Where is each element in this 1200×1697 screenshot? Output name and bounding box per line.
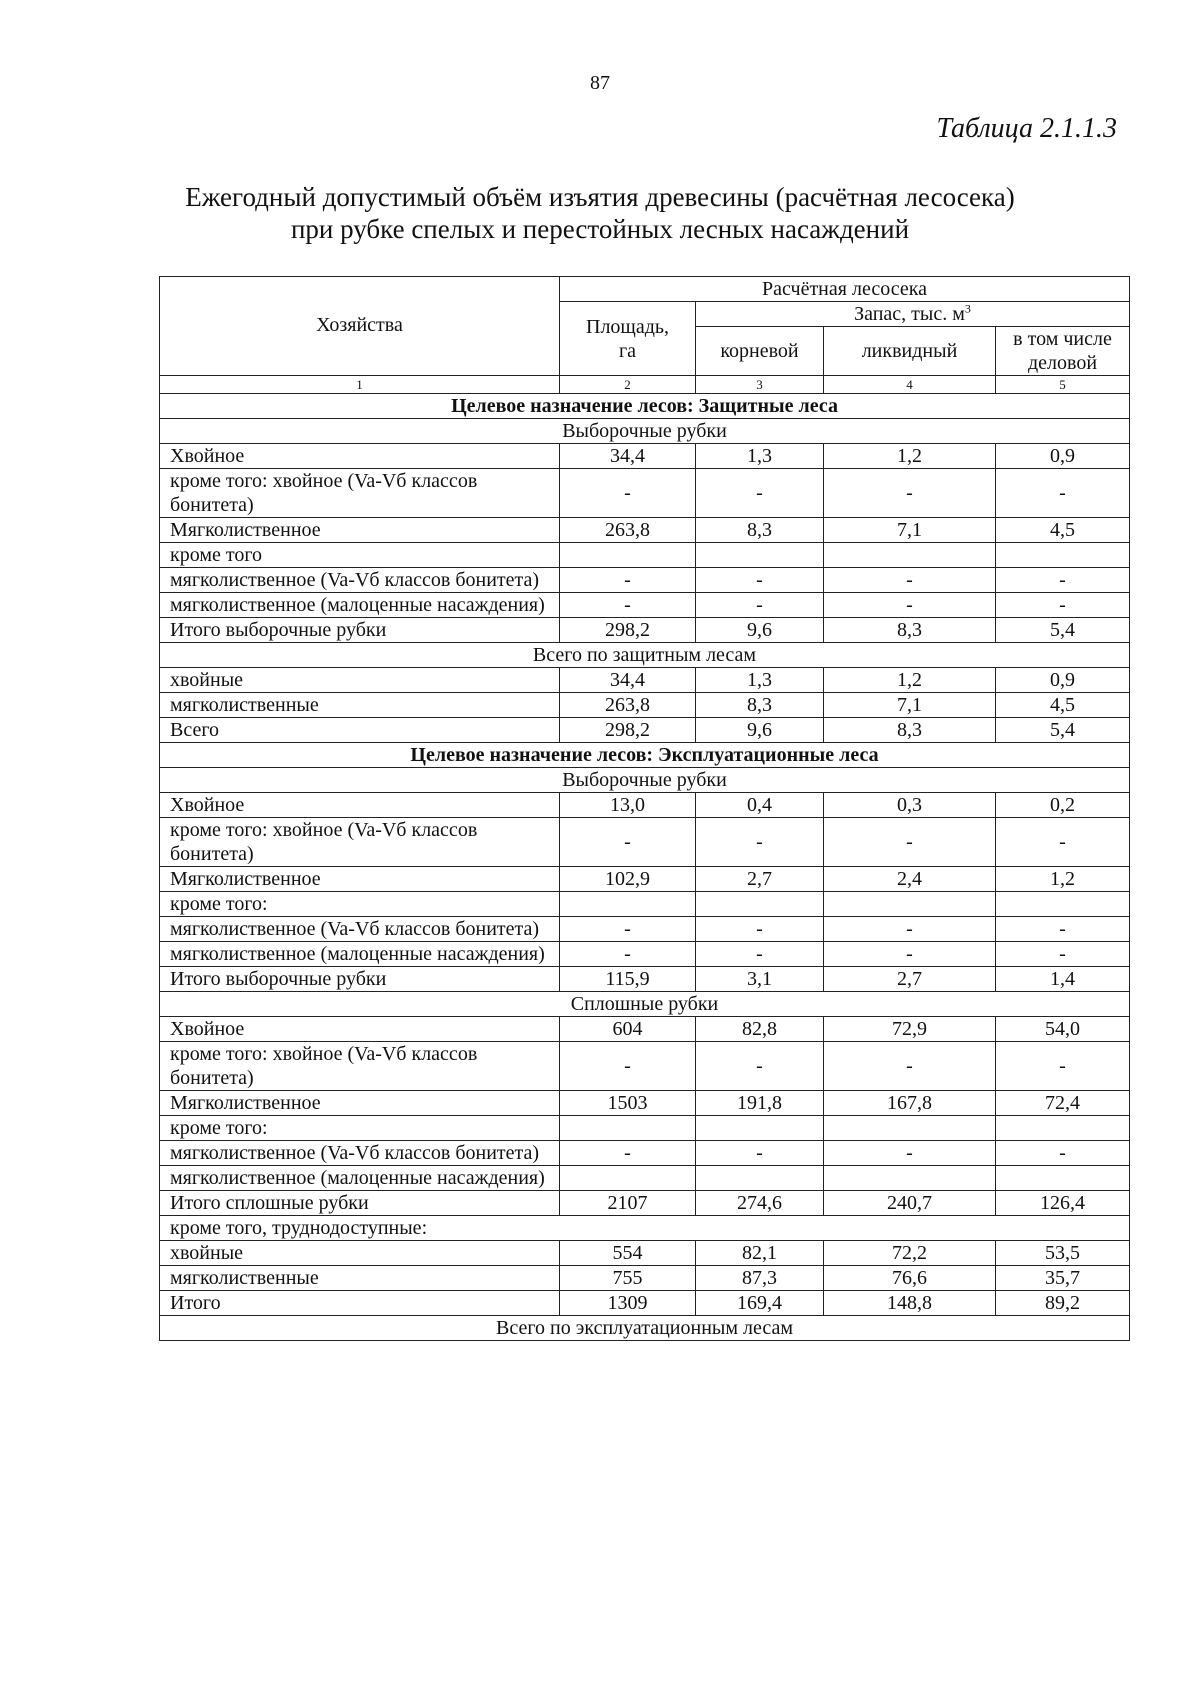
header-stock-text: Запас, тыс. м — [854, 303, 965, 325]
table-row — [160, 967, 1130, 992]
row-name: хвойные — [160, 1241, 560, 1266]
table-row — [160, 892, 1130, 917]
row-value: 9,6 — [696, 718, 824, 743]
table-row — [160, 593, 1130, 618]
header-row-1 — [160, 277, 1130, 302]
row-value: 13,0 — [560, 793, 696, 818]
row-value: 8,3 — [696, 518, 824, 543]
row-value: - — [696, 917, 824, 942]
row-value: 8,3 — [824, 718, 996, 743]
row-value: 87,3 — [696, 1266, 824, 1291]
table-row — [160, 693, 1130, 718]
table-row — [160, 1141, 1130, 1166]
header-business — [996, 327, 1130, 376]
row-name: мягколиственное (малоценные насаждения) — [160, 593, 560, 618]
row-value: - — [560, 1141, 696, 1166]
section-heading-row — [160, 1316, 1130, 1341]
row-value: - — [824, 917, 996, 942]
row-value: 82,1 — [696, 1241, 824, 1266]
column-number: 3 — [696, 376, 824, 394]
row-value: 4,5 — [996, 518, 1130, 543]
table-row — [160, 1017, 1130, 1042]
table-row — [160, 1291, 1130, 1316]
header-business-line2: деловой — [1027, 352, 1098, 374]
row-value: 1,2 — [824, 668, 996, 693]
row-value: 604 — [560, 1017, 696, 1042]
row-name: кроме того: хвойное (Va-Vб классов бонитета) — [160, 818, 560, 867]
row-value: - — [996, 917, 1130, 942]
row-name: Хвойное — [160, 444, 560, 469]
header-stock-sup: 3 — [964, 301, 971, 316]
row-value: 0,9 — [996, 444, 1130, 469]
row-value — [696, 892, 824, 917]
row-name: кроме того: — [160, 1116, 560, 1141]
row-name: кроме того: хвойное (Va-Vб классов бонитета) — [160, 469, 560, 518]
section-heading: Всего по защитным лесам — [160, 643, 1130, 668]
row-value: 2,7 — [696, 867, 824, 892]
row-value: - — [696, 818, 824, 867]
row-value: 35,7 — [996, 1266, 1130, 1291]
header-liquid: ликвидный — [824, 327, 996, 376]
row-value: - — [824, 1042, 996, 1091]
row-value — [696, 1116, 824, 1141]
row-value: 298,2 — [560, 718, 696, 743]
row-value — [996, 1166, 1130, 1191]
row-value: 263,8 — [560, 693, 696, 718]
row-value: 5,4 — [996, 618, 1130, 643]
column-number: 1 — [160, 376, 560, 394]
row-value — [996, 892, 1130, 917]
row-value: 1309 — [560, 1291, 696, 1316]
row-name: Хвойное — [160, 793, 560, 818]
row-value — [996, 543, 1130, 568]
row-name: кроме того: — [160, 892, 560, 917]
header-area-line1: Площадь, — [586, 315, 669, 338]
row-value: 34,4 — [560, 668, 696, 693]
section-heading-row — [160, 768, 1130, 793]
note-text: кроме того, труднодоступные: — [160, 1216, 1130, 1241]
row-value: - — [996, 942, 1130, 967]
table-row — [160, 1241, 1130, 1266]
table-row — [160, 1191, 1130, 1216]
row-value: - — [996, 593, 1130, 618]
section-heading: Выборочные рубки — [160, 768, 1130, 793]
table-label: Таблица 2.1.1.3 — [936, 113, 1117, 144]
row-value: - — [560, 568, 696, 593]
header-farms: Хозяйства — [160, 277, 560, 376]
row-value: 1503 — [560, 1091, 696, 1116]
row-value: 9,6 — [696, 618, 824, 643]
row-name: мягколиственное (Va-Vб классов бонитета) — [160, 1141, 560, 1166]
row-value: 755 — [560, 1266, 696, 1291]
row-value: - — [996, 1141, 1130, 1166]
purpose-heading-row — [160, 394, 1130, 419]
row-value — [824, 892, 996, 917]
table-row — [160, 917, 1130, 942]
header-calc-cut: Расчётная лесосека — [560, 277, 1130, 302]
row-value — [696, 1166, 824, 1191]
row-value: 1,3 — [696, 444, 824, 469]
row-name: мягколиственные — [160, 1266, 560, 1291]
table-row — [160, 718, 1130, 743]
row-value — [560, 543, 696, 568]
table-row — [160, 568, 1130, 593]
table-row — [160, 518, 1130, 543]
row-value: 1,4 — [996, 967, 1130, 992]
row-value: 72,2 — [824, 1241, 996, 1266]
row-value: 0,2 — [996, 793, 1130, 818]
row-value: 82,8 — [696, 1017, 824, 1042]
row-value: 54,0 — [996, 1017, 1130, 1042]
note-row — [160, 1216, 1130, 1241]
row-value: - — [996, 469, 1130, 518]
table-row — [160, 818, 1130, 867]
row-value: - — [696, 593, 824, 618]
row-value: 2,7 — [824, 967, 996, 992]
row-value: - — [560, 942, 696, 967]
header-area — [560, 302, 696, 376]
header-root: корневой — [696, 327, 824, 376]
row-value: 148,8 — [824, 1291, 996, 1316]
table-row — [160, 1116, 1130, 1141]
row-value: 89,2 — [996, 1291, 1130, 1316]
row-value: - — [824, 568, 996, 593]
row-value: 72,4 — [996, 1091, 1130, 1116]
row-value: 34,4 — [560, 444, 696, 469]
row-value: - — [996, 1042, 1130, 1091]
table-row — [160, 1166, 1130, 1191]
row-name: мягколиственное (малоценные насаждения) — [160, 1166, 560, 1191]
allowable-cut-table — [159, 276, 1130, 1341]
row-name: кроме того: хвойное (Va-Vб классов бонитета) — [160, 1042, 560, 1091]
row-value: 2,4 — [824, 867, 996, 892]
purpose-heading: Целевое назначение лесов: Эксплуатационные леса — [160, 743, 1130, 768]
row-value: - — [824, 593, 996, 618]
row-value: 1,2 — [996, 867, 1130, 892]
row-value: - — [824, 942, 996, 967]
row-value: - — [560, 1042, 696, 1091]
section-heading: Сплошные рубки — [160, 992, 1130, 1017]
row-value — [560, 1116, 696, 1141]
column-number-row — [160, 376, 1130, 394]
row-name: Хвойное — [160, 1017, 560, 1042]
row-name: хвойные — [160, 668, 560, 693]
row-name: Мягколиственное — [160, 867, 560, 892]
section-heading-row — [160, 992, 1130, 1017]
title-line-1: Ежегодный допустимый объём изъятия древесины (расчётная лесосека) — [185, 182, 1015, 212]
row-value: 7,1 — [824, 693, 996, 718]
row-value — [560, 892, 696, 917]
row-value: 1,3 — [696, 668, 824, 693]
row-value: 126,4 — [996, 1191, 1130, 1216]
row-value: 8,3 — [696, 693, 824, 718]
row-value: 1,2 — [824, 444, 996, 469]
row-value — [996, 1116, 1130, 1141]
table-row — [160, 543, 1130, 568]
row-value: 191,8 — [696, 1091, 824, 1116]
row-value — [560, 1166, 696, 1191]
table-row — [160, 469, 1130, 518]
row-value: 115,9 — [560, 967, 696, 992]
row-value: 240,7 — [824, 1191, 996, 1216]
row-value: - — [560, 818, 696, 867]
row-value: 298,2 — [560, 618, 696, 643]
row-value: - — [824, 818, 996, 867]
row-value — [824, 1166, 996, 1191]
row-name: мягколиственное (Va-Vб классов бонитета) — [160, 917, 560, 942]
row-value: 3,1 — [696, 967, 824, 992]
row-value: 4,5 — [996, 693, 1130, 718]
page-number: 87 — [590, 72, 610, 94]
table-row — [160, 942, 1130, 967]
row-name: Итого выборочные рубки — [160, 618, 560, 643]
section-heading-row — [160, 419, 1130, 444]
table-row — [160, 1266, 1130, 1291]
row-name: Итого сплошные рубки — [160, 1191, 560, 1216]
table-row — [160, 867, 1130, 892]
row-value: 76,6 — [824, 1266, 996, 1291]
row-value — [696, 543, 824, 568]
table-row — [160, 618, 1130, 643]
row-value: - — [696, 1042, 824, 1091]
row-value: 7,1 — [824, 518, 996, 543]
row-name: Всего — [160, 718, 560, 743]
row-value: 0,4 — [696, 793, 824, 818]
row-value: - — [824, 1141, 996, 1166]
title-line-2: при рубке спелых и перестойных лесных насаждений — [290, 214, 910, 244]
table-row — [160, 1091, 1130, 1116]
row-value: 263,8 — [560, 518, 696, 543]
row-value: 169,4 — [696, 1291, 824, 1316]
row-name: Мягколиственное — [160, 518, 560, 543]
row-value: 5,4 — [996, 718, 1130, 743]
header-business-line1: в том числе — [1013, 328, 1112, 350]
row-value: - — [696, 1141, 824, 1166]
header-stock — [696, 302, 1130, 327]
row-name: мягколиственные — [160, 693, 560, 718]
table-row — [160, 1042, 1130, 1091]
row-value: - — [560, 593, 696, 618]
row-value: - — [696, 469, 824, 518]
row-value: 554 — [560, 1241, 696, 1266]
row-name: Мягколиственное — [160, 1091, 560, 1116]
row-value: - — [996, 568, 1130, 593]
row-value: - — [696, 942, 824, 967]
row-value: - — [996, 818, 1130, 867]
row-name: Итого выборочные рубки — [160, 967, 560, 992]
row-value: - — [696, 568, 824, 593]
row-name: мягколиственное (Va-Vб классов бонитета) — [160, 568, 560, 593]
section-heading: Выборочные рубки — [160, 419, 1130, 444]
row-value: 2107 — [560, 1191, 696, 1216]
row-value: - — [824, 469, 996, 518]
table-row — [160, 668, 1130, 693]
document-title — [0, 181, 1200, 245]
row-value: 0,9 — [996, 668, 1130, 693]
row-value — [824, 1116, 996, 1141]
row-value: 0,3 — [824, 793, 996, 818]
section-heading-row — [160, 643, 1130, 668]
header-area-line2: га — [618, 339, 637, 362]
row-value: - — [560, 469, 696, 518]
row-value: 167,8 — [824, 1091, 996, 1116]
purpose-heading-row — [160, 743, 1130, 768]
row-name: кроме того — [160, 543, 560, 568]
column-number: 5 — [996, 376, 1130, 394]
table-row — [160, 793, 1130, 818]
purpose-heading: Целевое назначение лесов: Защитные леса — [160, 394, 1130, 419]
row-name: Итого — [160, 1291, 560, 1316]
row-value: 102,9 — [560, 867, 696, 892]
row-value: 72,9 — [824, 1017, 996, 1042]
column-number: 2 — [560, 376, 696, 394]
row-value: 53,5 — [996, 1241, 1130, 1266]
row-value: - — [560, 917, 696, 942]
row-value: 8,3 — [824, 618, 996, 643]
section-heading: Всего по эксплуатационным лесам — [160, 1316, 1130, 1341]
table-row — [160, 444, 1130, 469]
row-name: мягколиственное (малоценные насаждения) — [160, 942, 560, 967]
row-value — [824, 543, 996, 568]
column-number: 4 — [824, 376, 996, 394]
row-value: 274,6 — [696, 1191, 824, 1216]
